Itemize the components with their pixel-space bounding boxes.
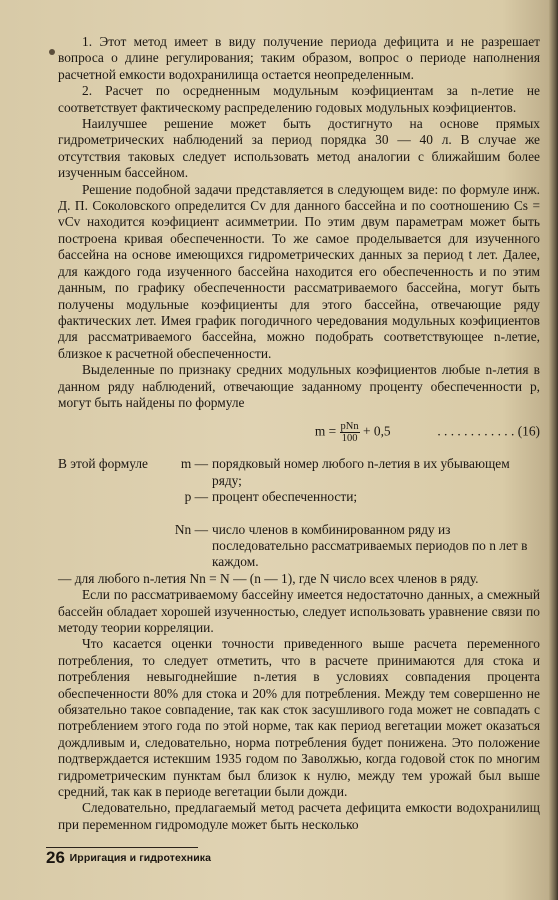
formula-denominator: 100 bbox=[341, 433, 358, 445]
book-spine-shadow bbox=[549, 0, 558, 900]
legend-intro: В этой формуле bbox=[58, 456, 148, 472]
formula-rhs: + 0,5 bbox=[362, 423, 391, 439]
paragraph-4: Решение подобной задачи представляется в следующем виде: по формуле инж. Д. П. Соколовского определится Cv для данного бассейна и по соотношению Cs = vCv находится коэфициент асимметрии. По этим двум параметрам может быть построена кривая обеспеченности. То же самое проделывается для изученного бассейна на основе имеющихся гидрометрических данных за период t лет. Далее, для каждого года изученного бассейна находится его обеспеченность и по этим данным, по графику обеспеченности рассматриваемого бассейна, могут быть получены модульные коэфициенты для этого бассейна, отвечающие ряду фактических лет. Имея график погодичного чередования модульных коэфициентов для рассматриваемого бассейна, можно подобрать соответствующее n-летие, близкое к расчетной обеспеченности. bbox=[58, 181, 540, 361]
legend-symbol: Nn — bbox=[174, 521, 208, 537]
legend-desc: процент обеспеченности; bbox=[212, 489, 358, 505]
formula-16 bbox=[58, 421, 540, 444]
paragraph-7: Что касается оценки точности приведенного выше расчета переменного потребления, то следует отметить, что в расчете принимаются для стока и потребления невыгоднейшие n-летия в условиях совпадения процента обеспеченности 80% для стока и 20% для потребления. Между тем совершенно не обязательно такое совпадение, так как сток засушливого года может не совпадать с потреблением этого года по этой норме, так как период вегетации может оказаться дождливым и, следовательно, норма потребления будет понижена. Это положение подтверждается истекшим 1935 годом по Заволжью, когда годовой сток по многим гидрометрическим пунктам был близок к нулю, между тем урожай был выше средний, так как в периоде вегетации были дожди. bbox=[58, 636, 540, 800]
paragraph-1: 1. Этот метод имеет в виду получение периода дефицита и не разрешает вопроса о длине регулирования; таким образом, вопрос о периоде наполнения расчетной емкости водохранилища остается неопределенным. bbox=[58, 34, 540, 82]
paragraph-5: Выделенные по признаку средних модульных коэфициентов любые n-летия в данном ряду наблюдений, отвечающие заданному проценту обеспеченности p, могут быть найдены по формуле bbox=[58, 362, 540, 410]
legend-row-nn bbox=[58, 522, 540, 571]
formula-fraction bbox=[340, 421, 360, 444]
legend-row-p bbox=[58, 489, 540, 505]
legend-symbol: p — bbox=[184, 489, 208, 505]
legend-row-m bbox=[58, 456, 540, 489]
ink-dot bbox=[49, 49, 55, 55]
paragraph-2: 2. Расчет по осредненным модульным коэфициентам за n-летие не соответствует фактическому распределению годовых модульных коэфициентов. bbox=[58, 83, 540, 115]
formula-legend bbox=[58, 456, 540, 587]
page-footer bbox=[46, 848, 211, 868]
paragraph-6: Если по рассматриваемому бассейну имеется недостаточно данных, а смежный бассейн обладает хорошей изученностью, следует использовать уравнение связи по методу теории корреляции. bbox=[58, 587, 540, 635]
legend-desc: число членов в комбинированном ряду из последовательно рассматриваемых периодов по n лет в каждом. bbox=[212, 521, 528, 570]
legend-desc: порядковый номер любого n-летия в их убывающем ряду; bbox=[212, 456, 510, 488]
formula-number: (16) bbox=[517, 423, 540, 439]
formula-dots: . . . . . . . . . . . . bbox=[437, 423, 515, 439]
journal-title: Ирригация и гидротехника bbox=[69, 852, 212, 864]
formula-lhs: m = bbox=[314, 423, 337, 439]
legend-symbol: m — bbox=[180, 456, 208, 472]
article-text bbox=[58, 34, 540, 833]
paragraph-3: Наилучшее решение может быть достигнуто на основе прямых гидрометрических наблюдений за период порядка 30 — 40 л. В случае же отсутствия таковых следует использовать метод аналогии с ближайшим более изученным бассейном. bbox=[58, 116, 540, 181]
page-number: 26 bbox=[46, 848, 65, 867]
paragraph-8: Следовательно, предлагаемый метод расчета дефицита емкости водохранилищ при переменном гидромодуле может быть несколько bbox=[58, 800, 540, 832]
legend-tail: — для любого n-летия Nn = N — (n — 1), где N число всех членов в ряду. bbox=[58, 570, 479, 586]
formula-numerator: pNn bbox=[340, 421, 359, 433]
